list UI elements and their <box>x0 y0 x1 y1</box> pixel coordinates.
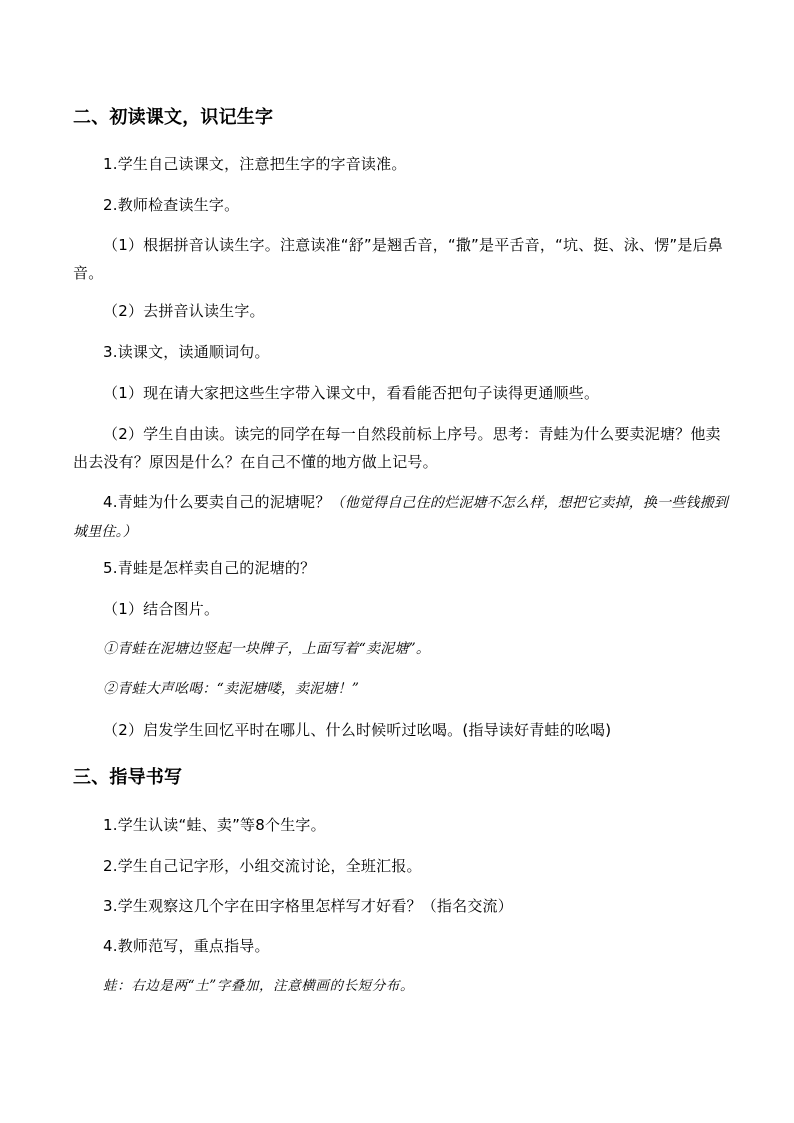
paragraph-writing-3: 3.学生观察这几个字在田字格里怎样写才好看？（指名交流） <box>103 897 513 915</box>
paragraph-writing-2: 2.学生自己记字形，小组交流讨论，全班汇报。 <box>103 857 422 875</box>
paragraph-writing-5: 蛙：右边是两“土”字叠加，注意横画的长短分布。 <box>103 978 415 994</box>
paragraph-writing-1: 1.学生认读“蛙、卖”等8个生字。 <box>103 816 326 834</box>
section-heading-reading: 二、初读课文，识记生字 <box>73 107 274 128</box>
paragraph-step-3-1: （1）现在请大家把这些生字带入课文中，看看能否把句子读得更通顺些。 <box>103 384 600 402</box>
paragraph-step-3-2: （2）学生自由读。读完的同学在每一自然段前标上序号。思考：青蛙为什么要卖泥塘？他卖出去没有？原因是什么？在自己不懂的地方做上记号。 <box>73 425 721 471</box>
paragraph-step-2-1: （1）根据拼音认读生字。注意读准“舒”是翘舌音，“撒”是平舌音，“坑、挺、泳、愣”是后鼻音。 <box>73 236 723 282</box>
paragraph-step-3: 3.读课文，读通顺词句。 <box>103 343 270 361</box>
step-4-answer-note: （他觉得自己住的烂泥塘不怎么样，想把它卖掉，换一些钱搬到城里住。） <box>73 495 729 540</box>
step-4-question: 4.青蛙为什么要卖自己的泥塘呢？ <box>103 493 331 511</box>
paragraph-step-5: 5.青蛙是怎样卖自己的泥塘的？ <box>103 559 316 577</box>
paragraph-step-5-2: （2）启发学生回忆平时在哪儿、什么时候听过吆喝。(指导读好青蛙的吆喝) <box>103 721 612 739</box>
paragraph-step-4 <box>73 488 735 546</box>
paragraph-writing-4: 4.教师范写，重点指导。 <box>103 937 270 955</box>
paragraph-step-1: 1.学生自己读课文，注意把生字的字音读准。 <box>103 155 407 173</box>
paragraph-step-2-2: （2）去拼音认读生字。 <box>103 302 265 320</box>
paragraph-step-2: 2.教师检查读生字。 <box>103 196 240 214</box>
paragraph-step-5-1-b: ②青蛙大声吆喝：“卖泥塘喽，卖泥塘！” <box>103 681 360 697</box>
paragraph-step-5-1: （1）结合图片。 <box>103 600 220 618</box>
paragraph-step-5-1-a: ①青蛙在泥塘边竖起一块牌子，上面写着“卖泥塘”。 <box>103 641 431 657</box>
section-heading-writing: 三、指导书写 <box>73 767 183 788</box>
